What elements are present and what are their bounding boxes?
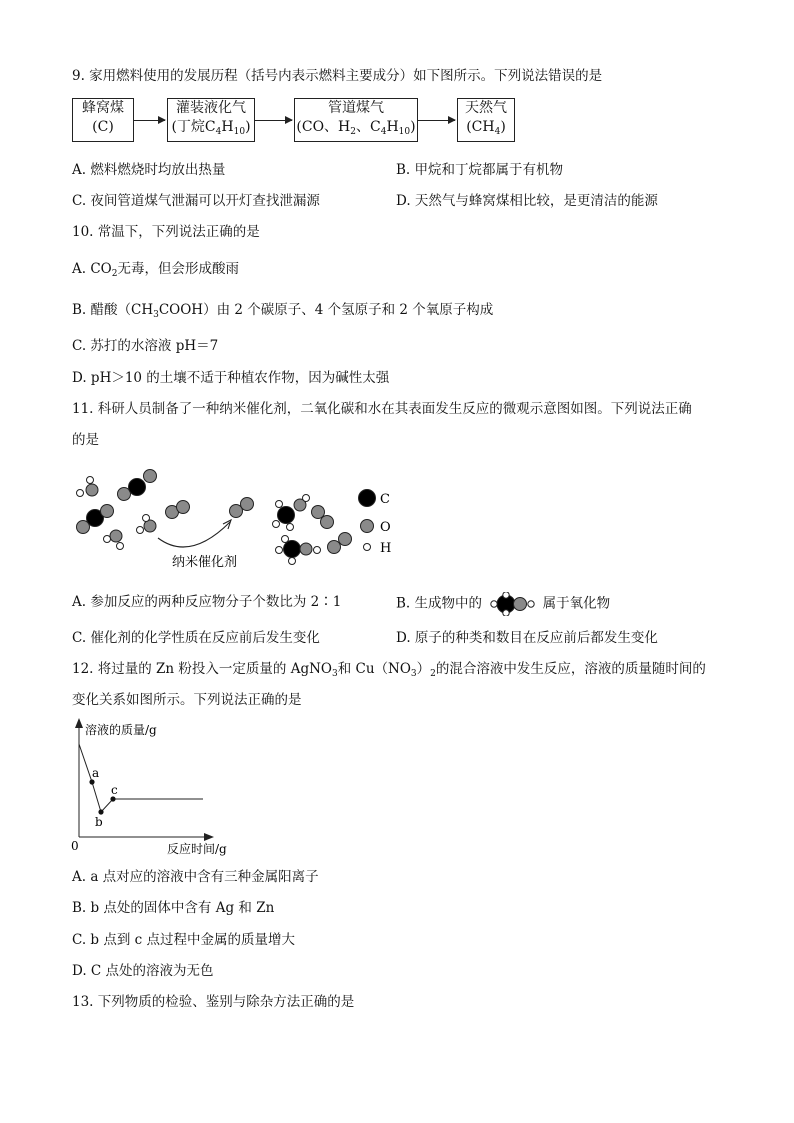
o2-molecule <box>328 533 352 554</box>
origin-label: 0 <box>71 839 79 853</box>
legend-hydrogen-icon <box>364 544 371 551</box>
q10-option-d: D. pH＞10 的土壤不适于种植农作物，因为碱性太强 <box>72 370 390 386</box>
flow-box-gas-name: 管道煤气 <box>328 100 384 116</box>
q12-stem-line1: 12. 将过量的 Zn 粉投入一定质量的 AgNO$_3$和 $Cu(NO_3)_2$的混合溶液中发生反应，溶液的质量随时间的 <box>72 661 706 679</box>
q9-option-b: B. 甲烷和丁烷都属于有机物 <box>396 162 564 178</box>
q12-stem-line2: 变化关系如图所示。下列说法正确的是 <box>72 692 302 708</box>
water-molecule <box>137 515 157 534</box>
point-c-label: c <box>111 783 118 797</box>
flow-box-lpg <box>167 98 255 142</box>
flow-arrow-2 <box>254 120 292 121</box>
legend-carbon-icon <box>359 490 376 507</box>
flow-box-ng <box>457 98 515 142</box>
q10-option-b: B. 醋酸$(CH_3COOH)$由 2 个碳原子、4 个氢原子和 2 个氧原子构成 <box>72 302 494 320</box>
q10-stem: 10. 常温下，下列说法正确的是 <box>72 224 260 240</box>
point-b-label: b <box>95 815 103 829</box>
x-axis-label: 反应时间/g <box>167 842 227 856</box>
point-c <box>110 796 115 801</box>
q10-option-a: A. $CO_2$无毒，但会形成酸雨 <box>72 261 239 279</box>
co2-molecule <box>118 470 157 501</box>
x-axis-arrow <box>204 833 214 841</box>
solution-mass-chart <box>68 712 268 857</box>
molecule-reaction-diagram <box>70 460 510 580</box>
catalyst-arrow <box>158 522 230 547</box>
flow-box-ng-name: 天然气 <box>465 100 507 116</box>
flow-arrow-1 <box>133 120 165 121</box>
legend-label-c: C <box>380 492 390 507</box>
q11-stem-line2: 的是 <box>72 432 99 448</box>
point-a <box>89 779 94 784</box>
q11-option-b: B. 生成物中的 属于氧化物 <box>396 592 610 616</box>
q11-option-c: C. 催化剂的化学性质在反应前后发生变化 <box>72 630 320 646</box>
flow-arrow-3 <box>417 120 455 121</box>
flow-box-coal-name: 蜂窝煤 <box>82 100 124 116</box>
point-a-label: a <box>92 766 100 780</box>
q13-stem: 13. 下列物质的检验、鉴别与除杂方法正确的是 <box>72 994 355 1010</box>
legend-label-h: H <box>380 541 392 556</box>
flow-box-coal-formula: (C) <box>92 119 114 135</box>
water-molecule <box>104 530 124 550</box>
q12-option-b: B. b 点处的固体中含有 Ag 和 Zn <box>72 900 275 916</box>
q9-stem: 9. 家用燃料使用的发展历程（括号内表示燃料主要成分）如下图所示。下列说法错误的是 <box>72 68 603 84</box>
q11-option-d: D. 原子的种类和数目在反应前后都发生变化 <box>396 630 658 646</box>
flow-box-lpg-name: 灌装液化气 <box>176 100 246 116</box>
ch4o-molecule <box>273 495 310 531</box>
water-molecule <box>77 477 99 497</box>
q12-option-a: A. a 点对应的溶液中含有三种金属阳离子 <box>72 869 319 885</box>
co2-molecule <box>77 505 114 534</box>
q9-option-c: C. 夜间管道煤气泄漏可以开灯查找泄漏源 <box>72 193 320 209</box>
point-b <box>98 809 103 814</box>
flow-box-ng-formula: $(CH_4)$ <box>466 119 506 137</box>
legend-oxygen-icon <box>361 520 374 533</box>
o2-molecule <box>312 506 334 529</box>
o2-molecule <box>166 501 190 519</box>
flow-box-coal <box>72 98 134 142</box>
q11-option-a: A. 参加反应的两种反应物分子个数比为 2∶1 <box>72 594 342 610</box>
q9-option-d: D. 天然气与蜂窝煤相比较，是更清洁的能源 <box>396 193 658 209</box>
flow-box-lpg-formula: (丁烷$C_4H_{10}$) <box>171 119 251 137</box>
flow-box-gas <box>294 98 418 142</box>
q10-option-c: C. 苏打的水溶液 pH＝7 <box>72 338 219 354</box>
o2-molecule <box>230 498 254 518</box>
q11-stem-line1: 11. 科研人员制备了一种纳米催化剂，二氧化碳和水在其表面发生反应的微观示意图如图。下列说法正确 <box>72 401 692 417</box>
q12-option-d: D. C 点处的溶液为无色 <box>72 963 214 979</box>
ch4o-molecule <box>276 536 321 565</box>
y-axis-arrow <box>75 718 83 728</box>
flow-box-gas-formula: (CO、$H_2$、$C_4H_{10}$) <box>296 119 416 137</box>
legend-label-o: O <box>380 520 391 535</box>
q9-option-a: A. 燃料燃烧时均放出热量 <box>72 162 226 178</box>
y-axis-label: 溶液的质量/g <box>85 723 157 737</box>
q12-option-c: C. b 点到 c 点过程中金属的质量增大 <box>72 932 296 948</box>
catalyst-label: 纳米催化剂 <box>172 555 238 570</box>
product-molecule-icon <box>486 592 538 616</box>
